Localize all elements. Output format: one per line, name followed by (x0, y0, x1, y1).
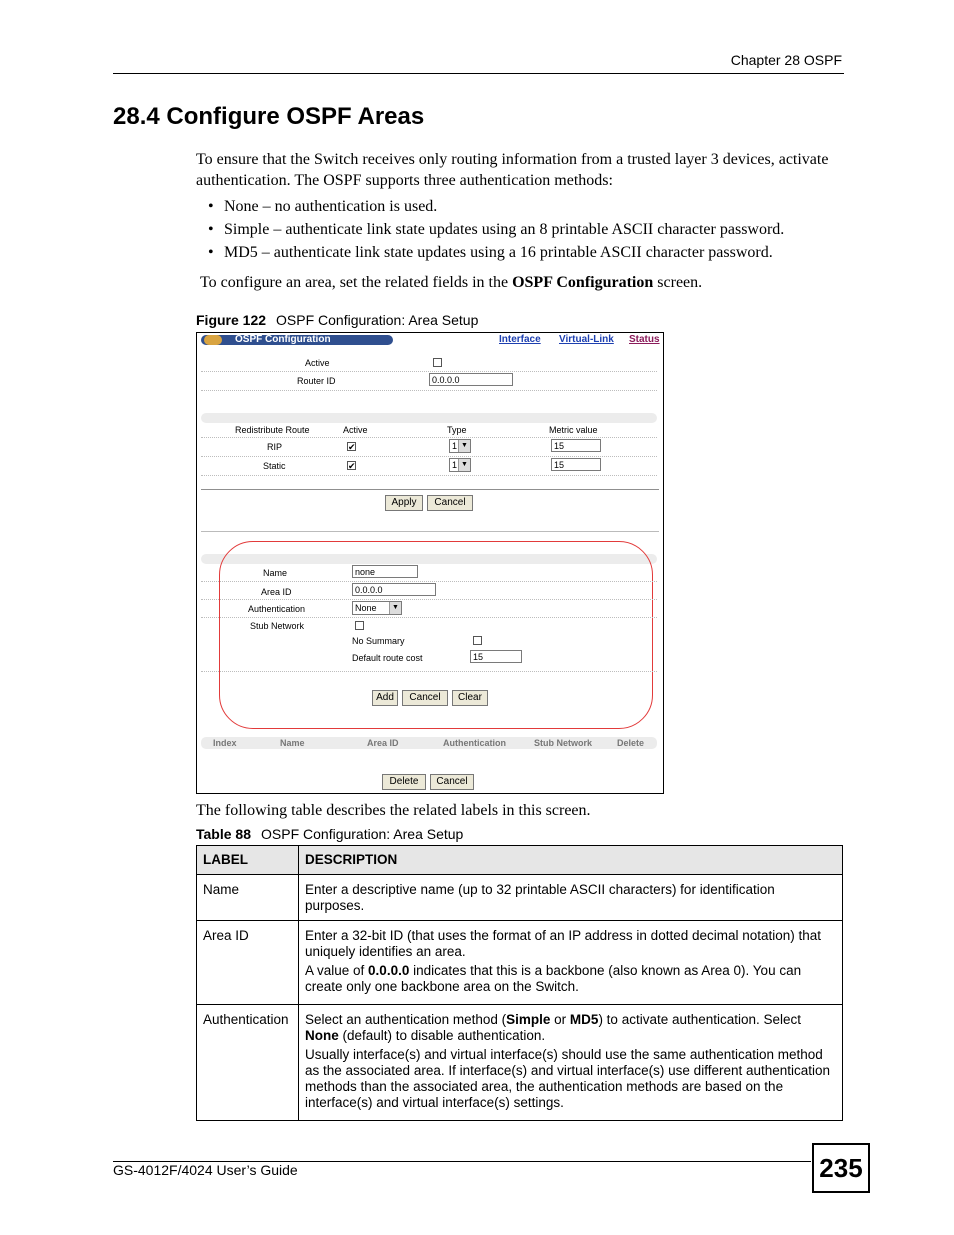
figure-caption (196, 312, 478, 328)
divider (201, 617, 657, 618)
configure-bold: OSPF Configuration (512, 274, 654, 291)
rip-metric-input[interactable]: 15 (551, 439, 601, 452)
divider (201, 475, 657, 476)
table-caption-text: OSPF Configuration: Area Setup (261, 826, 464, 842)
area-id-label: Area ID (261, 587, 292, 597)
bold-text: None (305, 1028, 339, 1043)
rip-type-value: 1 (452, 441, 458, 451)
active-label: Active (305, 358, 330, 368)
table-header-row (197, 846, 843, 875)
table-row (197, 1005, 843, 1121)
static-label: Static (263, 461, 286, 471)
rip-label: RIP (267, 442, 283, 452)
chevron-down-icon: ▼ (389, 602, 401, 614)
row-description (299, 1005, 843, 1121)
cancel-button[interactable]: Cancel (427, 495, 473, 511)
bullet-simple: • Simple – authenticate link state updates using an 8 printable ASCII character password. (208, 221, 785, 238)
add-button[interactable]: Add (372, 690, 398, 706)
section-title: 28.4 Configure OSPF Areas (113, 103, 425, 130)
text: or (550, 1012, 570, 1027)
section-band (201, 413, 657, 423)
name-label: Name (263, 568, 288, 578)
router-id-input[interactable]: 0.0.0.0 (429, 373, 513, 386)
header-rule (113, 73, 844, 74)
stub-network-label: Stub Network (250, 621, 305, 631)
guide-title: GS-4012F/4024 User’s Guide (113, 1162, 298, 1178)
row-description: Enter a descriptive name (up to 32 printable ASCII characters) for identification purposes. (299, 875, 843, 921)
table-number: Table 88 (196, 826, 251, 842)
text: indicates that this is a backbone (also known as Area 0). You can create only one backbone area on the Switch. (305, 963, 802, 994)
area-id-input[interactable]: 0.0.0.0 (352, 583, 436, 596)
redistribute-type-header: Type (447, 425, 467, 435)
name-input[interactable]: none (352, 565, 418, 578)
authentication-label: Authentication (248, 604, 306, 614)
figure-caption-text: OSPF Configuration: Area Setup (276, 312, 479, 328)
divider (201, 371, 657, 372)
stub-network-header: Stub Network (534, 738, 593, 748)
text: ) to activate authentication. Select (598, 1012, 802, 1027)
static-type-value: 1 (452, 460, 458, 470)
bullet-text: MD5 – authenticate link state updates using a 16 printable ASCII character password. (224, 244, 773, 261)
list-cancel-button[interactable]: Cancel (430, 774, 474, 790)
static-type-select[interactable] (449, 458, 471, 472)
configure-text-end: screen. (653, 274, 703, 291)
area-cancel-button[interactable]: Cancel (402, 690, 448, 706)
description-paragraph: Usually interface(s) and virtual interface(s) should use the same authentication method as the associated area. If interface(s) and virtual interface(s) use different authentication methods than the associated area, the authentication methods are based on the interface(s) and virtual interface(s) settings. (305, 1047, 831, 1110)
static-active-checkbox[interactable]: ✔ (348, 461, 356, 471)
default-cost-input[interactable]: 15 (470, 650, 522, 663)
delete-button[interactable]: Delete (382, 774, 426, 790)
no-summary-label: No Summary (352, 636, 405, 646)
authentication-header: Authentication (443, 738, 506, 748)
chevron-down-icon: ▼ (458, 440, 470, 452)
intro-paragraph: To ensure that the Switch receives only routing information from a trusted layer 3 devices, activate authentication. The OSPF supports three authentication methods: (196, 151, 829, 189)
title-bar-icon (204, 335, 222, 345)
row-label: Name (197, 875, 299, 921)
description-table (196, 845, 843, 1121)
table-row (197, 921, 843, 1005)
rip-type-select[interactable] (449, 439, 471, 453)
description-column-header: DESCRIPTION (299, 846, 843, 875)
bold-text: MD5 (569, 1012, 599, 1027)
static-metric-input[interactable]: 15 (551, 458, 601, 471)
following-paragraph: The following table describes the related labels in this screen. (196, 802, 591, 819)
no-summary-checkbox[interactable] (473, 636, 482, 645)
description-paragraph: Enter a 32-bit ID (that uses the format of an IP address in dotted decimal notation) that uniquely identifies an area. (305, 928, 822, 959)
page-number: 235 (812, 1143, 870, 1193)
bold-text: Simple (506, 1012, 551, 1027)
authentication-select[interactable] (352, 601, 402, 615)
divider (201, 437, 657, 438)
description-paragraph (305, 1012, 836, 1044)
description-paragraph (305, 963, 836, 995)
row-description (299, 921, 843, 1005)
apply-button[interactable]: Apply (385, 495, 423, 511)
separator (201, 489, 659, 490)
text: A value of (305, 963, 369, 978)
configure-paragraph (200, 272, 702, 293)
status-link[interactable]: Status (629, 334, 660, 345)
text: (default) to disable authentication. (338, 1028, 546, 1043)
rip-active-checkbox[interactable]: ✔ (348, 442, 356, 452)
name-header: Name (280, 738, 305, 748)
bullet-md5: • MD5 – authenticate link state updates using a 16 printable ASCII character password. (208, 244, 773, 261)
clear-button[interactable]: Clear (452, 690, 488, 706)
active-checkbox[interactable] (433, 358, 442, 367)
divider (201, 581, 657, 582)
label-column-header: LABEL (197, 846, 299, 875)
bullet-none: • None – no authentication is used. (208, 198, 438, 215)
ospf-title: OSPF Configuration (235, 334, 331, 345)
router-id-label: Router ID (297, 376, 336, 386)
redistribute-active-header: Active (343, 425, 368, 435)
figure-number: Figure 122 (196, 312, 267, 328)
index-header: Index (213, 738, 237, 748)
separator (201, 531, 659, 532)
divider (201, 599, 657, 600)
table-caption (196, 826, 463, 842)
row-label: Area ID (197, 921, 299, 1005)
bold-text: 0.0.0.0 (368, 963, 410, 978)
virtual-link-link[interactable]: Virtual-Link (559, 334, 614, 345)
stub-network-checkbox[interactable] (355, 621, 364, 630)
bullet-text: Simple – authenticate link state updates using an 8 printable ASCII character password. (224, 221, 785, 238)
area-id-header: Area ID (367, 738, 399, 748)
divider (201, 390, 657, 391)
text: Select an authentication method ( (305, 1012, 507, 1027)
divider (201, 671, 657, 672)
chapter-header: Chapter 28 OSPF (730, 52, 842, 68)
delete-header: Delete (617, 738, 645, 748)
bullet-text: None – no authentication is used. (224, 198, 438, 215)
chevron-down-icon: ▼ (458, 459, 470, 471)
configure-text: To configure an area, set the related fields in the (200, 274, 513, 291)
divider (201, 456, 657, 457)
row-label: Authentication (197, 1005, 299, 1121)
table-row (197, 875, 843, 921)
redistribute-header: Redistribute Route (235, 425, 310, 435)
interface-link[interactable]: Interface (499, 334, 541, 345)
default-cost-label: Default route cost (352, 653, 423, 663)
ospf-config-screenshot (196, 332, 664, 794)
ospf-title-bar (201, 335, 393, 345)
authentication-value: None (355, 603, 377, 613)
redistribute-metric-header: Metric value (549, 425, 598, 435)
